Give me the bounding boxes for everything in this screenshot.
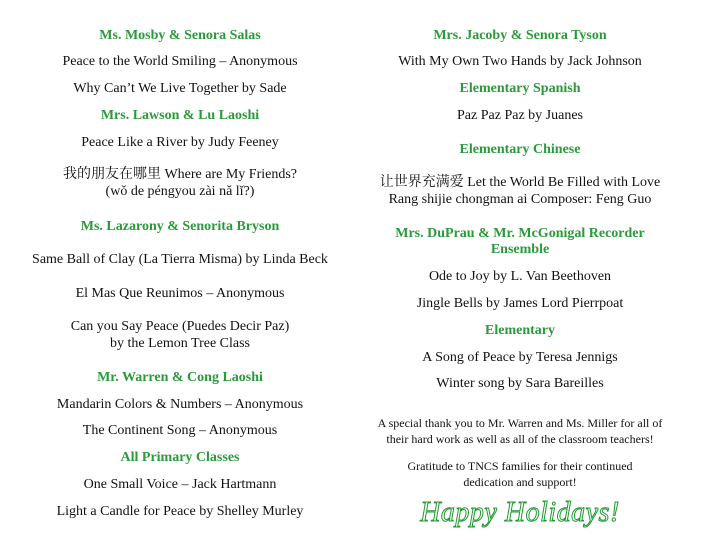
- song-item: The Continent Song – Anonymous: [82, 423, 278, 438]
- song-item: Peace Like a River by Judy Feeney: [81, 135, 279, 150]
- song-item: Paz Paz Paz by Juanes: [457, 108, 583, 123]
- song-item: One Small Voice – Jack Hartmann: [83, 477, 277, 492]
- heading-elementary-spanish: Elementary Spanish: [459, 81, 581, 96]
- gratitude-line2: dedication and support!: [463, 475, 577, 489]
- song-item: Same Ball of Clay (La Tierra Misma) by Linda Beck: [32, 252, 328, 267]
- song-item-line2: (wǒ de péngyou zài nǎ lǐ?): [105, 184, 255, 199]
- song-item: With My Own Two Hands by Jack Johnson: [398, 54, 642, 69]
- song-item-line1: 让世界充满爱 Let the World Be Filled with Love: [379, 175, 661, 190]
- heading-recorder-ensemble-line2: Ensemble: [490, 242, 550, 257]
- song-item: Light a Candle for Peace by Shelley Murley: [56, 504, 304, 519]
- gratitude-line1: Gratitude to TNCS families for their continued: [407, 459, 633, 473]
- song-item-line2: by the Lemon Tree Class: [110, 336, 250, 351]
- closing-text: Happy Holidays!: [420, 497, 620, 528]
- song-item-line2: Rang shijie chongman ai Composer: Feng Guo: [388, 192, 652, 207]
- song-item: Why Can’t We Live Together by Sade: [73, 81, 287, 96]
- song-item: A Song of Peace by Teresa Jennigs: [422, 350, 618, 365]
- song-item: Jingle Bells by James Lord Pierrpoat: [416, 296, 624, 311]
- heading-lazarony-bryson: Ms. Lazarony & Senorita Bryson: [80, 219, 280, 234]
- heading-elementary: Elementary: [485, 323, 555, 338]
- heading-elementary-chinese: Elementary Chinese: [459, 142, 581, 157]
- heading-warren-cong: Mr. Warren & Cong Laoshi: [97, 370, 263, 385]
- song-item: Peace to the World Smiling – Anonymous: [62, 54, 298, 69]
- song-item: Mandarin Colors & Numbers – Anonymous: [56, 397, 304, 412]
- thanks-line1: A special thank you to Mr. Warren and Ms. Miller for all of: [377, 416, 663, 430]
- happy-holidays-script: [360, 496, 680, 530]
- heading-all-primary: All Primary Classes: [120, 450, 240, 465]
- song-item: Winter song by Sara Bareilles: [436, 376, 604, 391]
- heading-jacoby-tyson: Mrs. Jacoby & Senora Tyson: [433, 28, 607, 43]
- song-item-line1: Can you Say Peace (Puedes Decir Paz): [70, 319, 290, 334]
- song-item-line1: 我的朋友在哪里 Where are My Friends?: [62, 167, 298, 182]
- song-item: El Mas Que Reunimos – Anonymous: [75, 286, 285, 301]
- thanks-line2: their hard work as well as all of the classroom teachers!: [386, 432, 654, 446]
- heading-lawson-lu: Mrs. Lawson & Lu Laoshi: [100, 108, 260, 123]
- heading-recorder-ensemble-line1: Mrs. DuPrau & Mr. McGonigal Recorder: [395, 226, 645, 241]
- song-item: Ode to Joy by L. Van Beethoven: [428, 269, 612, 284]
- heading-mosby-salas: Ms. Mosby & Senora Salas: [99, 28, 261, 43]
